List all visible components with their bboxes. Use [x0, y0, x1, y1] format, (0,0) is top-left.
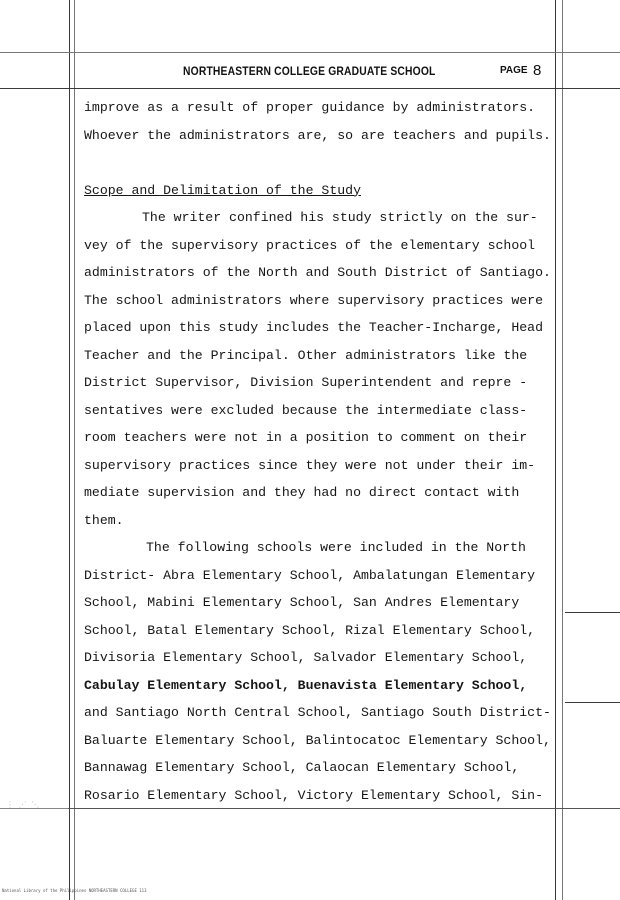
page-label: PAGE — [500, 65, 528, 76]
text-line: Rosario Elementary School, Victory Elementary School, Sin- — [84, 787, 543, 803]
section-heading: Scope and Delimitation of the Study — [84, 182, 361, 198]
text-line: administrators of the North and South District of Santiago. — [84, 265, 551, 280]
left-margin-rule — [69, 0, 70, 900]
header-rule — [0, 88, 620, 89]
text-line: District Supervisor, Division Superintendent and repre - — [84, 375, 528, 390]
text-line: Baluarte Elementary School, Balintocatoc Elementary School, — [84, 732, 551, 748]
blank-line — [84, 149, 559, 177]
text-line: and Santiago North Central School, Santiago South District- — [84, 705, 551, 720]
document-body — [84, 94, 559, 809]
text-line: Whoever the administrators are, so are teachers and pupils. — [84, 127, 551, 143]
text-line: Divisoria Elementary School, Salvador Elementary School, — [84, 650, 528, 665]
page-title: NORTHEASTERN COLLEGE GRADUATE SCHOOL — [183, 64, 436, 78]
text-line: vey of the supervisory practices of the elementary school — [84, 237, 536, 253]
text-line: improve as a result of proper guidance by administrators. — [84, 100, 536, 115]
text-line: them. — [84, 512, 124, 528]
top-rule — [0, 52, 620, 53]
page-header — [75, 64, 555, 84]
footer-note: National Library of the Philippines NORTHEASTERN COLLEGE 113 — [2, 888, 147, 893]
margin-smudge: ⋮ ⋰ ⋱ — [6, 800, 41, 809]
left-margin-rule-inner — [74, 0, 75, 900]
text-line: Bannawag Elementary School, Calaocan Elementary School, — [84, 760, 520, 775]
text-line: The writer confined his study strictly on the sur- — [142, 210, 538, 225]
text-line: mediate supervision and they had no direct contact with — [84, 485, 520, 500]
text-line: Cabulay Elementary School, Buenavista Elementary School, — [84, 677, 528, 693]
text-line: supervisory practices since they were not under their im- — [84, 457, 536, 473]
text-line: The school administrators where supervisory practices were — [84, 292, 543, 308]
side-tick-mark — [565, 702, 620, 703]
text-line: The following schools were included in the North — [146, 540, 526, 555]
text-line: School, Mabini Elementary School, San Andres Elementary — [84, 595, 520, 610]
text-line: sentatives were excluded because the intermediate class- — [84, 402, 528, 418]
page-number: 8 — [533, 62, 542, 79]
text-line: Teacher and the Principal. Other administrators like the — [84, 347, 528, 363]
text-line: placed upon this study includes the Teacher-Incharge, Head — [84, 320, 543, 335]
side-tick-mark — [565, 612, 620, 613]
right-margin-rule-outer — [562, 0, 563, 900]
text-line: room teachers were not in a position to comment on their — [84, 430, 528, 445]
text-line: School, Batal Elementary School, Rizal Elementary School, — [84, 622, 536, 638]
text-line: District- Abra Elementary School, Ambalatungan Elementary — [84, 567, 536, 583]
